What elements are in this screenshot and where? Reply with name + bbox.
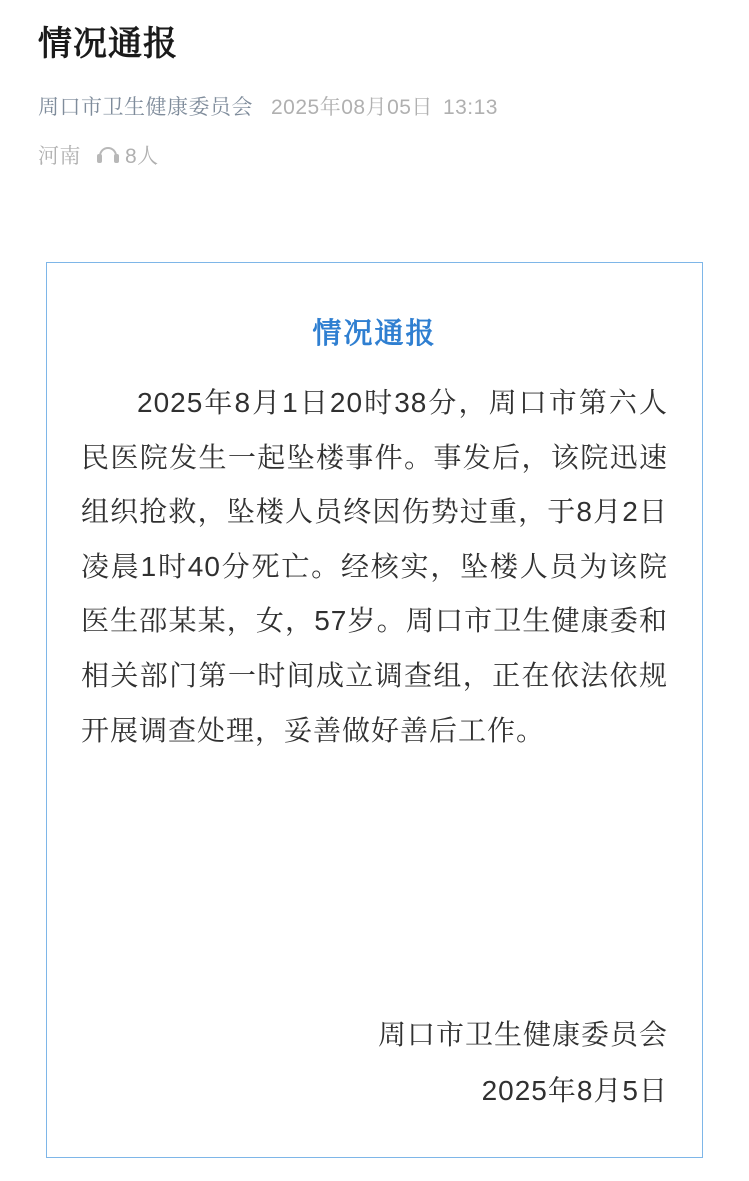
publish-date: 2025年08月05日 [271, 96, 433, 120]
notice-body-text: 2025年8月1日20时38分，周口市第六人民医院发生一起坠楼事件。事发后，该院迅速组织抢救，坠楼人员终因伤势过重，于8月2日凌晨1时40分死亡。经核实，坠楼人员为该院医生邵某某，女，57岁。周口市卫生健康委和相关部门第一时间成立调查组，正在依法依规开展调查处理，妥善做好善后工作。 [81, 387, 668, 746]
notice-signature: 周口市卫生健康委员会 [377, 1018, 668, 1050]
page-title: 情况通报 [38, 25, 178, 63]
notice-card [46, 262, 703, 1158]
headphone-icon [97, 146, 119, 164]
article-meta-row [38, 92, 711, 124]
article-meta-row-secondary [38, 140, 711, 170]
bottom-strip [0, 1167, 749, 1181]
notice-heading: 情况通报 [312, 318, 437, 350]
listen-count-group[interactable] [97, 140, 159, 170]
location-label: 河南 [38, 144, 81, 168]
notice-sign-date: 2025年8月5日 [481, 1074, 668, 1106]
author-name[interactable]: 周口市卫生健康委员会 [38, 96, 253, 120]
listen-count-label: 8人 [125, 144, 159, 168]
publish-time: 13:13 [442, 96, 498, 120]
